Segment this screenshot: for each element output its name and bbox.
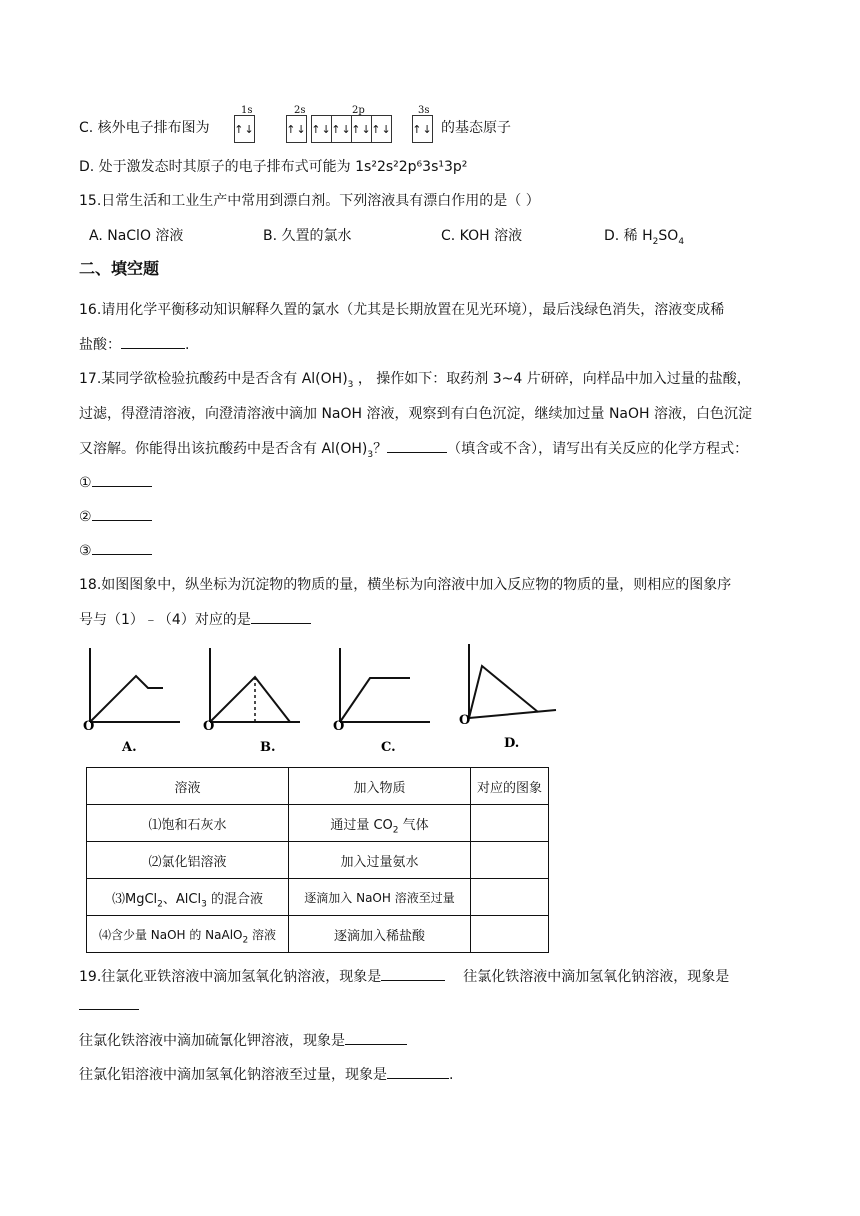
graph-label-b: B.: [260, 740, 276, 755]
graph-label-c: C.: [381, 740, 396, 755]
q16-text: 盐酸：: [79, 337, 121, 353]
table-cell-answer[interactable]: [471, 916, 549, 953]
q17-line-2: 过滤，得澄清溶液，向澄清溶液中滴加 NaOH 溶液，观察到有白色沉淀，继续加过量 NaOH 溶液，白色沉淀: [79, 406, 752, 422]
subscript: 3: [367, 449, 374, 460]
circled-number: ②: [79, 509, 92, 525]
q15-stem: 15.日常生活和工业生产中常用到漂白剂。下列溶液具有漂白作用的是（ ）: [79, 193, 540, 209]
q17-line-3: [79, 438, 748, 459]
q15-option-d-text: D. 稀 H: [604, 228, 653, 244]
cell-text: 气体: [398, 817, 429, 833]
orbital-label-2s: 2s: [294, 105, 306, 116]
table-cell-added: 逐滴加入稀盐酸: [289, 916, 471, 953]
q17-equation-1: [79, 472, 152, 493]
section-heading: 二、填空题: [79, 259, 160, 278]
graph-origin-label: O: [83, 719, 95, 734]
orbital-cell: ↑↓: [312, 116, 332, 142]
subscript: 4: [678, 236, 685, 247]
orbital-cell: ↑↓: [371, 122, 392, 136]
graph-origin-label: O: [203, 719, 215, 734]
orbital-box-2p: [311, 115, 392, 143]
subscript: 3: [347, 379, 354, 390]
q19-text: 往氯化铝溶液中滴加氢氧化钠溶液至过量，现象是: [79, 1067, 387, 1083]
graph-origin-label: O: [459, 713, 471, 728]
orbital-box-1s: [234, 115, 255, 143]
table-cell-solution: ⑴饱和石灰水: [87, 805, 289, 842]
answer-blank[interactable]: [381, 966, 445, 981]
subscript: 2: [392, 825, 399, 836]
orbital-cell: ↑↓: [332, 116, 352, 142]
circled-number: ①: [79, 475, 92, 491]
q17-text: 又溶解。你能得出该抗酸药中是否含有 Al(OH): [79, 441, 368, 457]
graph-c: [340, 648, 430, 722]
answer-blank[interactable]: [92, 506, 152, 521]
table-cell-answer[interactable]: [471, 805, 549, 842]
orbital-cell: ↑↓: [412, 122, 433, 136]
q19-text: 19.往氯化亚铁溶液中滴加氢氧化钠溶液，现象是: [79, 969, 382, 985]
table-row: [87, 916, 549, 953]
subscript: 2: [157, 899, 163, 910]
answer-blank[interactable]: [79, 995, 139, 1010]
q17-text: ， 操作如下：取药剂 3~4 片研碎，向样品中加入过量的盐酸，: [353, 371, 751, 387]
q19-line-2: [79, 995, 139, 1016]
orbital-box-2s: [286, 115, 307, 143]
answer-blank[interactable]: [387, 438, 447, 453]
table-cell-added: [289, 805, 471, 842]
precipitate-graphs: [78, 638, 568, 758]
answer-blank[interactable]: [251, 609, 311, 624]
orbital-cell: ↑↓: [352, 116, 372, 142]
q19-line-1: [79, 966, 729, 987]
q16-line-2: [79, 334, 189, 355]
graph-d: [469, 644, 556, 718]
cell-text: ⑷含少量 NaOH 的 NaAlO: [98, 927, 243, 942]
q18-text: 号与（1）﹣（4）对应的是: [79, 612, 251, 628]
table-header-row: [87, 768, 549, 805]
orbital-label-1s: 1s: [241, 105, 253, 116]
cell-text: ⑶MgCl: [112, 891, 158, 907]
table-header: 对应的图象: [471, 768, 549, 805]
graph-a: [90, 648, 180, 722]
q16-line-1: 16.请用化学平衡移动知识解释久置的氯水（尤其是长期放置在见光环境），最后浅绿色消失，溶液变成稀: [79, 302, 725, 318]
cell-text: 通过量 CO: [330, 817, 393, 833]
q14-option-d: [79, 157, 467, 177]
q14-option-d-text: D. 处于激发态时其原子的电子排布式可能为: [79, 159, 356, 175]
electron-configuration: 1s²2s²2p⁶3s¹3p²: [355, 159, 468, 175]
table-cell-added: 逐滴加入 NaOH 溶液至过量: [289, 879, 471, 916]
table-cell-answer[interactable]: [471, 842, 549, 879]
orbital-cell: ↑↓: [286, 122, 307, 136]
subscript: 3: [201, 899, 207, 910]
answer-blank[interactable]: [121, 334, 185, 349]
table-cell-added: 加入过量氨水: [289, 842, 471, 879]
answer-blank[interactable]: [387, 1064, 449, 1079]
q14-option-c: [79, 118, 210, 138]
cell-text: 、AlCl: [162, 891, 202, 907]
orbital-label-3s: 3s: [418, 105, 430, 116]
q17-text: 17.某同学欲检验抗酸药中是否含有 Al(OH): [79, 371, 348, 387]
orbital-box-3s: [412, 115, 433, 143]
orbital-cell: ↑↓: [234, 122, 255, 136]
table-row: [87, 842, 549, 879]
subscript: 2: [242, 934, 249, 945]
q16-end: .: [185, 337, 190, 353]
q17-text: （填含或不含），请写出有关反应的化学方程式：: [447, 441, 749, 457]
q17-line-1: [79, 369, 751, 389]
reaction-table: [86, 767, 549, 953]
graph-b: [210, 648, 300, 722]
q14-option-c-text: C. 核外电子排布图为: [79, 120, 210, 136]
q15-option-b: B. 久置的氯水: [263, 228, 352, 244]
q15-option-c: C. KOH 溶液: [441, 228, 523, 244]
q19-end: .: [449, 1067, 454, 1083]
q19-line-4: [79, 1064, 453, 1085]
q14-option-c-suffix: 的基态原子: [441, 120, 511, 136]
table-cell-solution: [87, 916, 289, 953]
cell-text: 溶液: [248, 927, 277, 942]
orbital-label-2p: 2p: [352, 105, 365, 116]
q17-equation-2: [79, 506, 152, 527]
answer-blank[interactable]: [345, 1030, 407, 1045]
q19-text: 往氯化铁溶液中滴加硫氰化钾溶液，现象是: [79, 1033, 345, 1049]
graph-label-d: D.: [504, 736, 520, 751]
table-cell-solution: [87, 879, 289, 916]
q15-option-d: [604, 226, 684, 246]
table-cell-answer[interactable]: [471, 879, 549, 916]
q17-text: ？: [373, 441, 388, 457]
q18-line-1: 18.如图图象中，纵坐标为沉淀物的物质的量，横坐标为向溶液中加入反应物的物质的量，则相应的图象序: [79, 577, 732, 593]
q15-option-d-text: SO: [658, 228, 679, 244]
table-row: [87, 805, 549, 842]
graph-origin-label: O: [333, 719, 345, 734]
q17-equation-3: [79, 540, 152, 561]
q19-text: 往氯化铁溶液中滴加氢氧化钠溶液，现象是: [463, 969, 730, 985]
q18-line-2: [79, 609, 311, 630]
answer-blank[interactable]: [92, 540, 152, 555]
table-header: 溶液: [87, 768, 289, 805]
q19-line-3: [79, 1030, 407, 1051]
table-header: 加入物质: [289, 768, 471, 805]
table-row: [87, 879, 549, 916]
circled-number: ③: [79, 543, 92, 559]
table-cell-solution: ⑵氯化铝溶液: [87, 842, 289, 879]
subscript: 2: [652, 236, 659, 247]
cell-text: 的混合液: [206, 891, 263, 907]
q15-option-a: A. NaClO 溶液: [89, 228, 184, 244]
answer-blank[interactable]: [92, 472, 152, 487]
graph-label-a: A.: [122, 740, 137, 755]
